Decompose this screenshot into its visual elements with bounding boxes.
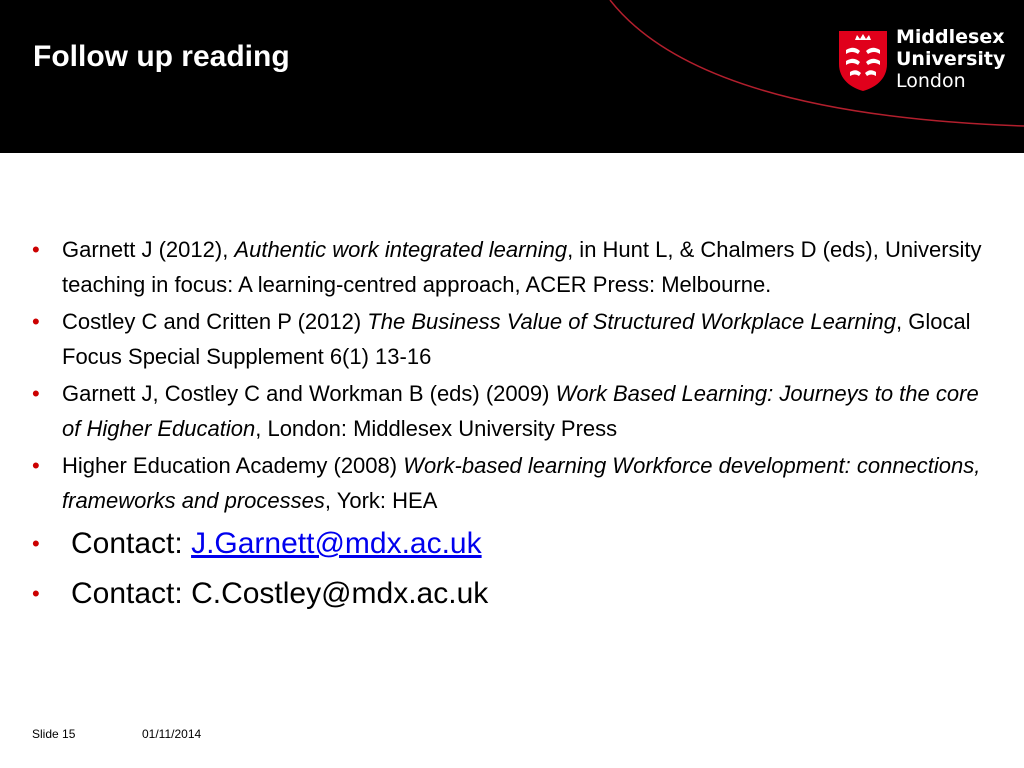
- slide-header: [0, 0, 1024, 153]
- logo-line-1: Middlesex: [896, 26, 1005, 48]
- reference-title: Work-based learning Workforce development: connections, frameworks and processes: [62, 453, 981, 513]
- contact-label: Contact:: [71, 527, 192, 560]
- reference-text: Garnett J (2012),: [62, 237, 235, 262]
- bullet-icon: •: [32, 531, 40, 556]
- contact-label: Contact:: [71, 577, 192, 610]
- bullet-icon: •: [32, 237, 40, 262]
- slide-body: [32, 232, 1000, 618]
- reference-item: [32, 232, 1000, 302]
- bullet-icon: •: [32, 309, 40, 334]
- contact-item: [32, 570, 1000, 618]
- reference-text: Costley C and Critten P (2012): [62, 309, 368, 334]
- reference-text: , Glocal Focus Special Supplement 6(1) 13-16: [62, 309, 971, 369]
- reference-item: [32, 448, 1000, 518]
- logo-line-3: London: [896, 70, 966, 92]
- bullet-icon: •: [32, 453, 40, 478]
- contact-email: C.Costley@mdx.ac.uk: [191, 577, 489, 610]
- slide-title: Follow up reading: [33, 40, 290, 73]
- email-link[interactable]: J.Garnett@mdx.ac.uk: [191, 527, 482, 560]
- slide-date: 01/11/2014: [142, 727, 202, 741]
- reference-text: , London: Middlesex University Press: [255, 416, 618, 441]
- reference-item: [32, 304, 1000, 374]
- shield-icon: [838, 30, 888, 92]
- university-logo: [838, 26, 1008, 96]
- reference-text: , in Hunt L, & Chalmers D (eds), University teaching in focus: A learning-centred approach, ACER Press: Melbourne.: [62, 237, 982, 297]
- reference-text: , York: HEA: [324, 488, 438, 513]
- reference-item: [32, 376, 1000, 446]
- slide-number: Slide 15: [32, 727, 76, 741]
- reference-title: Work Based Learning: Journeys to the core of Higher Education: [62, 381, 979, 441]
- contact-item: [32, 520, 1000, 568]
- bullet-icon: •: [32, 381, 40, 406]
- reference-text: Garnett J, Costley C and Workman B (eds) (2009): [62, 381, 556, 406]
- reference-list: [32, 232, 1000, 518]
- reference-title: Authentic work integrated learning: [234, 237, 568, 262]
- reference-title: The Business Value of Structured Workplace Learning: [367, 309, 896, 334]
- logo-wordmark: [896, 26, 1008, 92]
- bullet-icon: •: [32, 581, 40, 606]
- slide-footer: [32, 726, 202, 742]
- logo-line-2: University: [896, 48, 1006, 70]
- reference-text: Higher Education Academy (2008): [62, 453, 404, 478]
